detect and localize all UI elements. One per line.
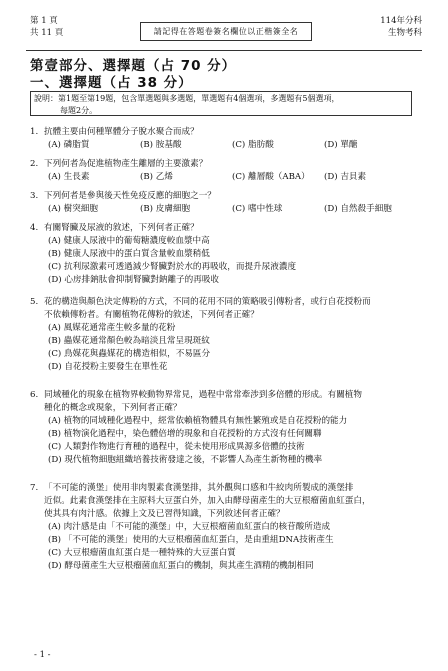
question-3	[30, 190, 422, 216]
question-stem-line: 近似。此素食漢堡排在主原料大豆蛋白外，加入由酵母菌產生的大豆根瘤菌血紅蛋白，	[44, 496, 371, 506]
question-stem: 抗體主要由何種單體分子脫水聚合而成？	[44, 127, 199, 137]
instruction-line: 說明：第1題至第19題，包含單選題與多選題，單選題有4個選項，多選題有5個選項，	[34, 94, 340, 103]
question-stem-line: 同域種化的現象在植物界較動物界常見，過程中常常牽涉到多倍體的形成。有關植物	[44, 390, 362, 400]
option-c: (C) 鳥媒花與蟲媒花的構造相似，不易區分	[48, 349, 211, 359]
page-number: 第 1 頁	[30, 16, 58, 26]
option-a: (A) 健康人尿液中的葡萄糖濃度較血漿中高	[48, 236, 210, 246]
option-a: (A) 植物的同域種化過程中，經常依賴植物體具有無性繁殖或是自花授粉的能力	[48, 416, 348, 426]
option-c: (C) 抗利尿激素可透過減少腎臟對於水的再吸收，而提升尿液濃度	[48, 262, 297, 272]
question-2	[30, 158, 422, 184]
option-c: (C) 大豆根瘤菌血紅蛋白是一種特殊的大豆蛋白質	[48, 548, 236, 558]
question-stem: 下列何者為促進植物產生離層的主要激素？	[44, 159, 208, 169]
option-b: (B) 乙烯	[140, 172, 173, 182]
exam-year: 114年分科	[380, 16, 422, 26]
option-b: (B) 植物演化過程中，染色體倍增的現象和自花授粉的方式沒有任何關聯	[48, 429, 322, 439]
option-a: (A) 樹突細胞	[48, 204, 99, 214]
question-stem-line: 種化的概念或現象，下列何者正確？	[44, 403, 182, 413]
option-list	[48, 203, 422, 216]
question-stem-line: 不依賴傳粉者。有關植物花傳粉的敘述，下列何者正確？	[44, 310, 259, 320]
exam-info	[380, 15, 422, 39]
question-number: 2.	[30, 159, 39, 169]
header-divider	[26, 50, 422, 51]
option-a: (A) 風媒花通常產生較多量的花粉	[48, 323, 176, 333]
question-number: 3.	[30, 191, 39, 201]
question-number: 4.	[30, 223, 39, 233]
question-6	[30, 389, 422, 467]
option-d: (D) 心房排鈉肽會抑制腎臟對鈉離子的再吸收	[48, 275, 220, 285]
option-d: (D) 自然殺手細胞	[324, 204, 392, 214]
instruction-box	[30, 91, 412, 116]
option-c: (C) 離層酸（ABA）	[232, 172, 310, 182]
question-stem: 下列何者是參與後天性免疫反應的細胞之一？	[44, 191, 216, 201]
question-4	[30, 222, 422, 287]
exam-subject: 生物考科	[387, 28, 422, 38]
option-b: (B) 蟲媒花通常顏色較為暗淡且常呈現斑紋	[48, 336, 210, 346]
instruction-line: 每題2分。	[60, 106, 98, 115]
signature-notice: 請記得在答題卷簽名欄位以正楷簽全名	[140, 22, 312, 41]
question-5	[30, 296, 422, 374]
question-stem-line: 「不可能的漢堡」使用非肉製素食漢堡排，其外觀與口感和牛絞肉所製成的漢堡排	[44, 483, 354, 493]
question-7	[30, 482, 422, 573]
option-b: (B) 胺基酸	[140, 140, 182, 150]
total-pages: 共 11 頁	[30, 28, 64, 38]
option-d: (D) 現代植物細胞組織培養技術發達之後，不影響人為產生新物種的機率	[48, 455, 323, 465]
option-b: (B) 皮膚細胞	[140, 204, 191, 214]
option-c: (C) 嗜中性球	[232, 204, 283, 214]
option-list	[48, 171, 422, 184]
option-b: (B) 健康人尿液中的蛋白質含量較血漿稍低	[48, 249, 210, 259]
page-count	[30, 15, 63, 39]
option-d: (D) 自花授粉主要發生在單性花	[48, 362, 168, 372]
question-number: 6.	[30, 390, 39, 400]
option-a: (A) 肉汁感是由「不可能的漢堡」中，大豆根瘤菌血紅蛋白的核苷酸所造成	[48, 522, 331, 532]
option-a: (A) 生長素	[48, 172, 90, 182]
question-stem: 有關腎臟及尿液的敘述，下列何者正確？	[44, 223, 199, 233]
option-d: (D) 單醣	[324, 140, 358, 150]
question-stem-line: 使其具有肉汁感。依據上文及已習得知識，下列敘述何者正確？	[44, 509, 285, 519]
option-d: (D) 酵母菌產生大豆根瘤菌血紅蛋白的機制，與其產生酒精的機制相同	[48, 561, 314, 571]
page-footer: - 1 -	[34, 650, 51, 660]
question-number: 1.	[30, 127, 39, 137]
option-b: (B) 「不可能的漢堡」使用的大豆根瘤菌血紅蛋白，是由重組DNA技術產生	[48, 535, 334, 545]
option-d: (D) 吉貝素	[324, 172, 367, 182]
option-c: (C) 脂肪酸	[232, 140, 274, 150]
question-number: 5.	[30, 297, 39, 307]
question-number: 7.	[30, 483, 39, 493]
section-title: 一、選擇題（占 38 分）	[30, 75, 193, 91]
option-list	[48, 139, 422, 152]
question-stem-line: 花的構造與顏色決定傳粉的方式，不同的花用不同的策略吸引傳粉者，或行自花授粉而	[44, 297, 371, 307]
option-c: (C) 人類對作物進行育種的過程中，從未使用形成異源多倍體的技術	[48, 442, 305, 452]
question-1	[30, 126, 422, 152]
part-title: 第壹部分、選擇題（占 70 分）	[30, 58, 237, 74]
option-a: (A) 磷脂質	[48, 140, 90, 150]
